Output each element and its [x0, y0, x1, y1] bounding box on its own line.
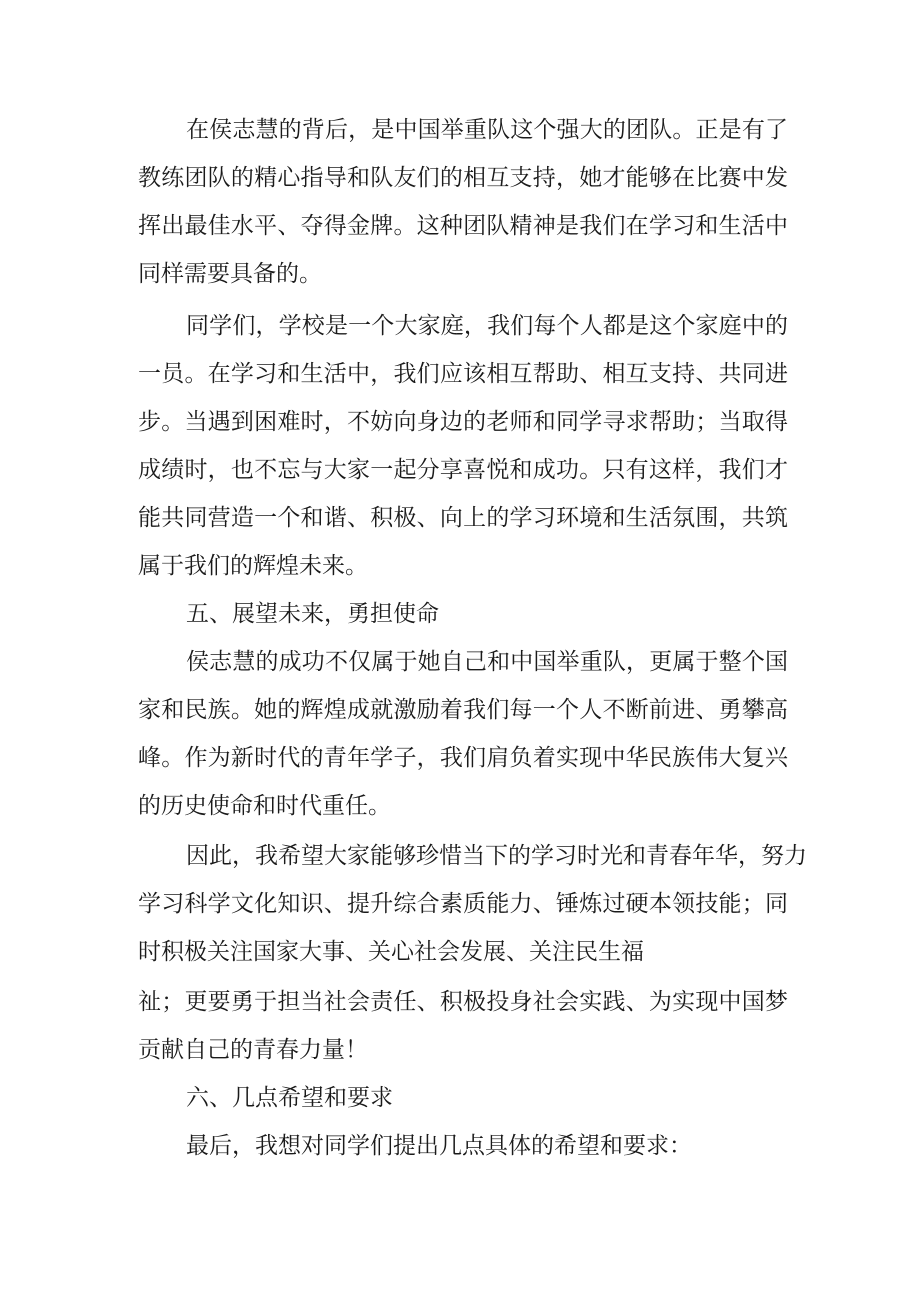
paragraph-4-line-1: 因此，我希望大家能够珍惜当下的学习时光和青春年华，努力	[186, 843, 807, 869]
paragraph-2-line-2: 一员。在学习和生活中，我们应该相互帮助、相互支持、共同进	[138, 361, 788, 387]
paragraph-4-line-5: 贡献自己的青春力量！	[138, 1037, 368, 1063]
paragraph-4-line-2: 学习科学文化知识、提升综合素质能力、锤炼过硬本领技能；同	[138, 891, 788, 917]
paragraph-3-line-1: 侯志慧的成功不仅属于她自己和中国举重队，更属于整个国	[186, 649, 788, 675]
paragraph-2-line-1: 同学们，学校是一个大家庭，我们每个人都是这个家庭中的	[186, 313, 788, 339]
paragraph-1-line-4: 同样需要具备的。	[138, 261, 322, 287]
paragraph-2-line-3: 步。当遇到困难时，不妨向身边的老师和同学寻求帮助；当取得	[138, 409, 788, 435]
paragraph-2-line-6: 属于我们的辉煌未来。	[138, 553, 368, 579]
section-heading-6: 六、几点希望和要求	[186, 1085, 393, 1111]
paragraph-1-line-2: 教练团队的精心指导和队友们的相互支持，她才能够在比赛中发	[138, 165, 788, 191]
paragraph-3-line-4: 的历史使命和时代重任。	[138, 793, 391, 819]
paragraph-1-line-3: 挥出最佳水平、夺得金牌。这种团队精神是我们在学习和生活中	[138, 213, 788, 239]
paragraph-5-line-1: 最后，我想对同学们提出几点具体的希望和要求：	[186, 1133, 692, 1159]
paragraph-2-line-4: 成绩时，也不忘与大家一起分享喜悦和成功。只有这样，我们才	[138, 457, 788, 483]
paragraph-3-line-3: 峰。作为新时代的青年学子，我们肩负着实现中华民族伟大复兴	[138, 745, 788, 771]
paragraph-3-line-2: 家和民族。她的辉煌成就激励着我们每一个人不断前进、勇攀高	[138, 697, 788, 723]
section-heading-5: 五、展望未来，勇担使命	[186, 601, 439, 627]
paragraph-4-line-4: 祉；更要勇于担当社会责任、积极投身社会实践、为实现中国梦	[138, 989, 788, 1015]
paragraph-4-line-3: 时积极关注国家大事、关心社会发展、关注民生福	[138, 939, 644, 965]
paragraph-2-line-5: 能共同营造一个和谐、积极、向上的学习环境和生活氛围，共筑	[138, 505, 788, 531]
paragraph-1-line-1: 在侯志慧的背后，是中国举重队这个强大的团队。正是有了	[186, 117, 788, 143]
